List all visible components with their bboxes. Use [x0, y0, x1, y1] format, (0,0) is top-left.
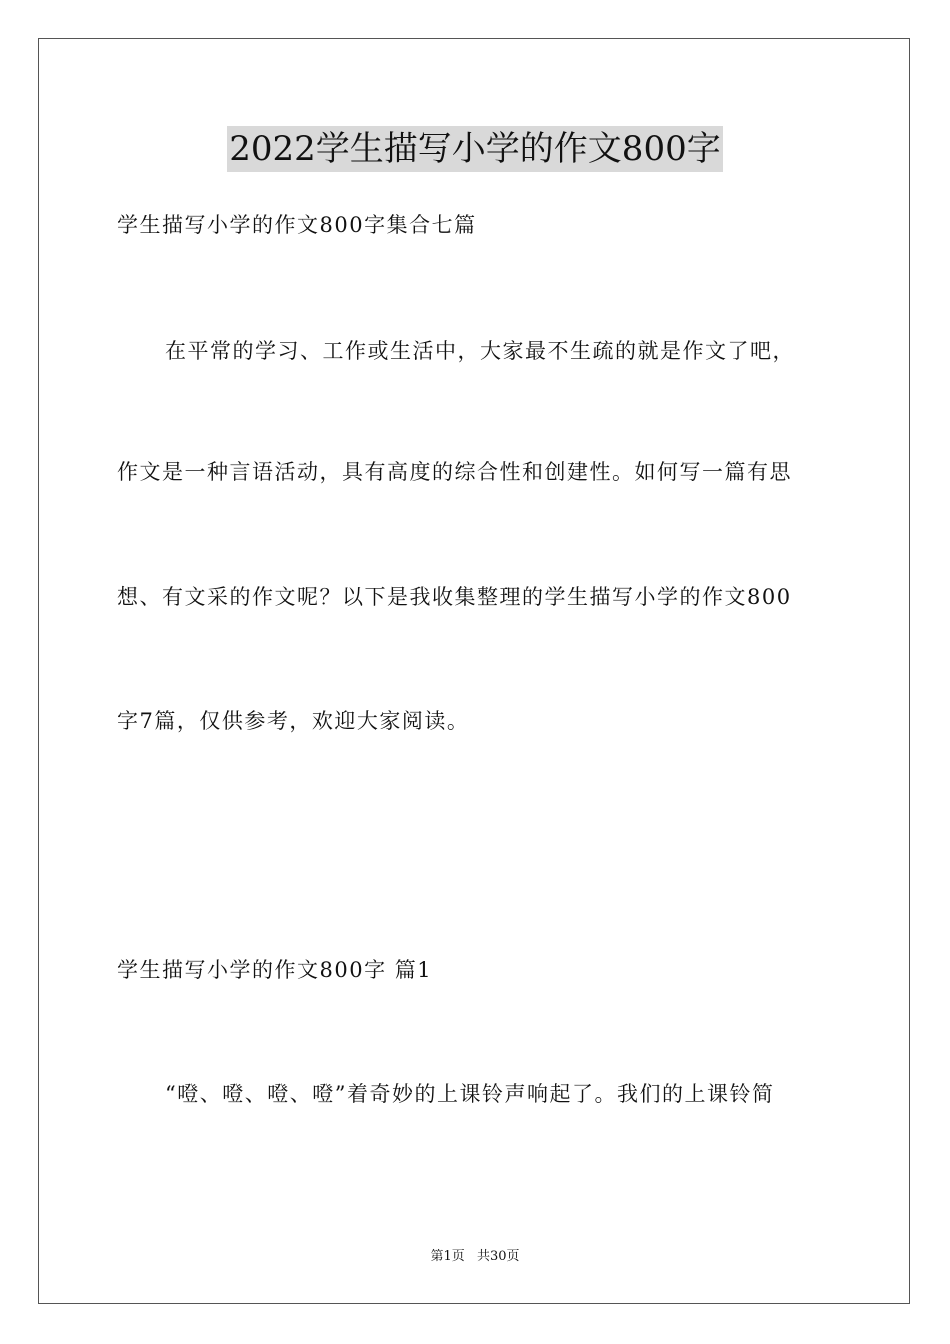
paragraph-line: “噔、噔、噔、噔”着奇妙的上课铃声响起了。我们的上课铃简 [165, 1082, 775, 1106]
paragraph-line: 作文是一种言语活动，具有高度的综合性和创建性。如何写一篇有思 [117, 460, 792, 484]
document-title: 2022学生描写小学的作文800字 [227, 126, 722, 172]
section-heading: 学生描写小学的作文800字 篇1 [117, 958, 433, 982]
paragraph-line: 在平常的学习、工作或生活中，大家最不生疏的就是作文了吧， [165, 339, 795, 363]
paragraph-line: 字7篇，仅供参考，欢迎大家阅读。 [117, 709, 470, 733]
document-subtitle: 学生描写小学的作文800字集合七篇 [117, 213, 477, 237]
page-number: 第1页 [430, 1249, 465, 1264]
page-footer [0, 1248, 950, 1266]
page-total: 共30页 [476, 1249, 520, 1264]
paragraph-line: 想、有文采的作文呢？以下是我收集整理的学生描写小学的作文800 [117, 585, 792, 609]
title-container [0, 126, 950, 172]
